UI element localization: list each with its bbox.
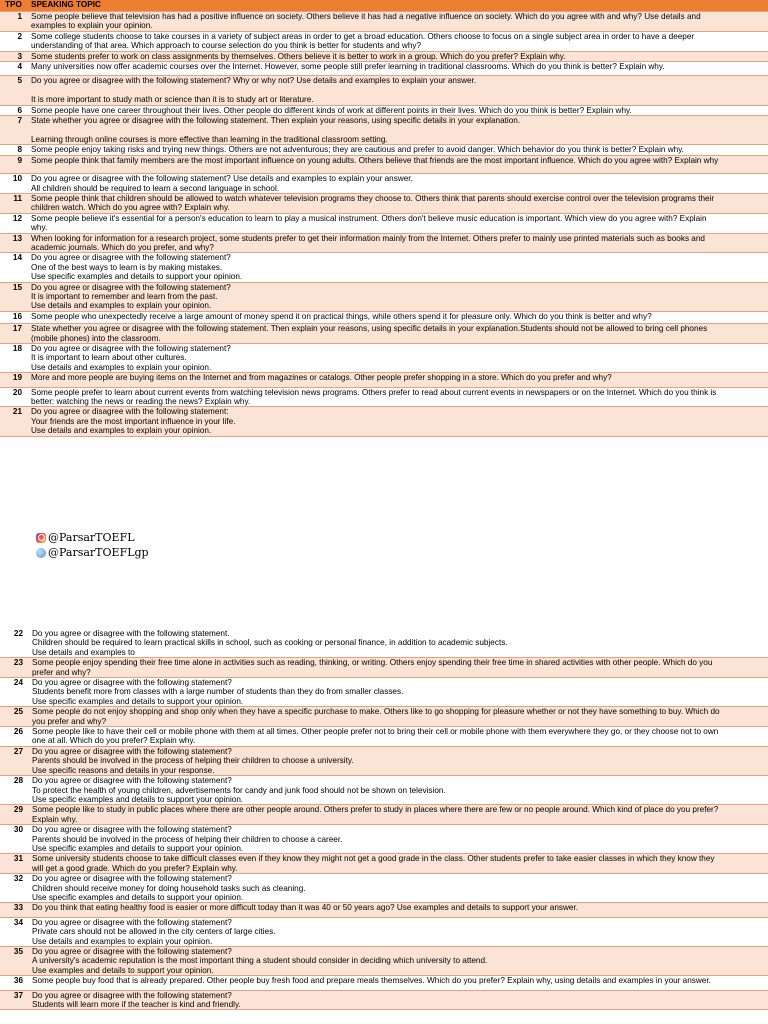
- topic-text: [29, 805, 768, 825]
- topic-text: [29, 746, 768, 775]
- topic-line: Some university students choose to take difficult classes even if they know they might not get a good grade in the class. Other students prefer to take easier classes in which they know they: [32, 854, 715, 864]
- topic-number: 23: [0, 658, 29, 678]
- topic-line: State whether you agree or disagree with the following statement. Then explain your reasons, using specific details in your explanation.Students should not be allowed to bring cell phones: [31, 324, 708, 334]
- topics-body-part2: [0, 629, 768, 1010]
- topic-line: one at all. Which do you prefer? Explain why.: [32, 736, 196, 746]
- topic-row: [0, 805, 768, 825]
- topic-line: Do you agree or disagree with the following statement:: [31, 407, 229, 417]
- topic-row: [0, 76, 768, 105]
- topic-number: 27: [0, 746, 29, 775]
- topic-row: [0, 903, 768, 917]
- topic-number: 21: [0, 407, 28, 436]
- topic-text: [29, 854, 768, 874]
- topic-number: 10: [0, 174, 28, 194]
- topic-text: [28, 282, 768, 311]
- topic-line: Use details and examples to explain your opinion.: [31, 301, 212, 311]
- topic-number: 4: [0, 62, 28, 76]
- topic-line: To protect the health of young children, advertisements for candy and junk food should not be shown on television.: [32, 785, 446, 795]
- topic-row: [0, 344, 768, 373]
- topic-row: [0, 727, 768, 747]
- topic-row: [0, 62, 768, 76]
- topic-text: [29, 776, 768, 805]
- topic-row: [0, 658, 768, 678]
- topic-line: Do you agree or disagree with the following statement?: [32, 917, 232, 927]
- topic-text: [29, 976, 768, 990]
- topics-table-part1: [0, 0, 768, 437]
- topic-line: One of the best ways to learn is by making mistakes.: [31, 262, 223, 272]
- topic-line: Do you agree or disagree with the following statement?: [32, 990, 232, 1000]
- topic-text: [28, 324, 768, 344]
- topic-row: [0, 990, 768, 1010]
- topic-row: [0, 746, 768, 775]
- topic-number: 30: [0, 825, 29, 854]
- topic-text: [29, 947, 768, 976]
- topic-line: academic journals. Which do you prefer, and why?: [31, 242, 214, 252]
- topic-line: Children should receive money for doing household tasks such as cleaning.: [32, 883, 306, 893]
- topic-text: [28, 213, 768, 233]
- topic-number: 36: [0, 976, 29, 990]
- topic-line: Do you agree or disagree with the following statement?: [31, 344, 231, 353]
- topic-line: Some people have one career throughout their lives. Other people do different kinds of work at different points in their lives. Which do you think is better? Explain why.: [31, 105, 632, 115]
- topic-number: 20: [0, 387, 28, 407]
- topic-line: All children should be required to learn a second language in school.: [31, 183, 280, 193]
- topic-line: Some people believe that television has had a positive influence on society. Others believe it has had a negative influence on society. Which do you agree with and why? Use details and: [31, 12, 701, 21]
- topic-line: Use details and examples to: [32, 647, 135, 657]
- topic-number: 28: [0, 776, 29, 805]
- topic-text: [28, 31, 768, 51]
- topics-table-part2: [0, 629, 768, 1010]
- topic-line: A university's academic reputation is the most important thing a student should consider in deciding which university to attend.: [32, 956, 488, 966]
- topic-text: [29, 678, 768, 707]
- topic-row: [0, 707, 768, 727]
- topic-number: 12: [0, 213, 28, 233]
- topic-line: Some people enjoy spending their free time alone in activities such as reading, thinking, or writing. Others enjoy spending their free time in shared activities with other people. Which do you: [32, 658, 713, 668]
- topic-line: Explain why.: [32, 814, 78, 824]
- topic-text: [29, 874, 768, 903]
- topic-row: [0, 253, 768, 282]
- topic-number: 15: [0, 282, 28, 311]
- topic-line: Use details and examples to explain your opinion.: [32, 936, 213, 946]
- topic-line: Some students prefer to work on class assignments by themselves. Others believe it is better to work in a group. Which do you prefer? Explain why.: [31, 51, 566, 61]
- topic-line: Some people like to study in public places where there are other people around. Others prefer to study in places where there are few or no people around. Which kind of place do you prefer?: [32, 805, 719, 815]
- topic-number: 26: [0, 727, 29, 747]
- topic-line: Do you agree or disagree with the following statement?: [32, 874, 232, 884]
- topic-line: examples to explain your opinion.: [31, 21, 153, 31]
- topic-row: [0, 387, 768, 407]
- topic-line: Do you agree or disagree with the following statement?: [32, 947, 232, 956]
- topic-row: [0, 193, 768, 213]
- topic-row: [0, 629, 768, 658]
- topic-row: [0, 947, 768, 976]
- topic-row: [0, 854, 768, 874]
- topic-line: More and more people are buying items on the Internet and from magazines or catalogs. Other people prefer shopping in a store. Which do you prefer and why?: [31, 373, 612, 383]
- topic-line: Do you agree or disagree with the following statement.: [32, 629, 230, 638]
- topic-text: [28, 145, 768, 155]
- topics-body-part1: [0, 12, 768, 437]
- topic-line: Students benefit more from classes with a large number of students than they do from smaller classes.: [32, 687, 404, 697]
- topic-row: [0, 678, 768, 707]
- topic-line: better: watching the news or reading the news? Explain why.: [31, 397, 251, 407]
- topic-row: [0, 155, 768, 173]
- topic-row: [0, 976, 768, 990]
- topic-line: Use specific examples and details to support your opinion.: [31, 272, 243, 282]
- topic-line: Parents should be involved in the process of helping their children to choose a career.: [32, 834, 343, 844]
- topic-line: why.: [31, 223, 48, 233]
- topic-line: understanding of that area. Which approach to course selection do you think is better for students and why?: [31, 41, 422, 51]
- topic-text: [29, 727, 768, 747]
- topic-row: [0, 145, 768, 155]
- topic-line: Do you agree or disagree with the following statement?: [32, 678, 232, 688]
- topic-line: Some people prefer to learn about current events from watching television news programs. Others prefer to read about current events in newspapers or on the Internet. Which do you think is: [31, 387, 717, 397]
- topic-text: [28, 116, 768, 145]
- topic-line: [31, 125, 765, 134]
- topic-line: Do you agree or disagree with the following statement?: [31, 253, 231, 263]
- topic-line: Do you agree or disagree with the following statement?: [32, 746, 232, 756]
- topic-row: [0, 174, 768, 194]
- topic-text: [28, 62, 768, 76]
- topic-line: It is important to learn about other cultures.: [31, 353, 187, 363]
- topic-text: [29, 629, 768, 658]
- topic-text: [28, 76, 768, 105]
- topic-text: [28, 253, 768, 282]
- topic-line: Some college students choose to take courses in a variety of subject areas in order to get a broad education. Others choose to focus on a single subject area in order to have a deeper: [31, 31, 695, 41]
- topic-row: [0, 51, 768, 61]
- topic-line: Use specific examples and details to support your opinion.: [32, 843, 244, 853]
- topic-row: [0, 116, 768, 145]
- instagram-handle[interactable]: [36, 530, 149, 545]
- topic-line: you prefer and why?: [32, 716, 107, 726]
- topic-number: 2: [0, 31, 28, 51]
- topic-row: [0, 31, 768, 51]
- topic-number: 22: [0, 629, 29, 658]
- topic-line: State whether you agree or disagree with the following statement. Then explain your reasons, using specific details in your explanation.: [31, 116, 521, 126]
- topic-line: Do you agree or disagree with the following statement? Use details and examples to explain your answer.: [31, 174, 413, 184]
- header-speaking-topic: SPEAKING TOPIC: [28, 0, 768, 12]
- topic-text: [29, 990, 768, 1010]
- topic-number: 6: [0, 105, 28, 115]
- topic-line: Use examples and details to support your opinion.: [32, 965, 214, 975]
- topic-text: [28, 387, 768, 407]
- topic-row: [0, 373, 768, 387]
- topic-line: Some people like to have their cell or mobile phone with them at all times. Other people prefer not to bring their cell or mobile phone with them everywhere they go, or they choose not to own: [32, 727, 719, 737]
- topic-number: 14: [0, 253, 28, 282]
- topic-text: [28, 373, 768, 387]
- topic-line: prefer and why?: [32, 667, 91, 677]
- topic-line: [31, 86, 765, 95]
- topic-text: [29, 917, 768, 946]
- topic-number: 16: [0, 311, 28, 323]
- topic-line: Private cars should not be allowed in the city centers of large cities.: [32, 927, 276, 937]
- topic-text: [28, 344, 768, 373]
- topic-line: Use specific examples and details to support your opinion.: [32, 892, 244, 902]
- topic-line: Do you agree or disagree with the following statement?: [31, 282, 231, 292]
- topic-number: 7: [0, 116, 28, 145]
- social-handles: [36, 530, 149, 560]
- topic-line: Use specific examples and details to support your opinion.: [32, 696, 244, 706]
- topic-row: [0, 917, 768, 946]
- topic-line: Learning through online courses is more effective than learning in the traditional classroom setting.: [31, 134, 388, 144]
- topic-line: Some people think that family members are the most important influence on young adults. Others believe that friends are the most important influence. Which do you agree with? Explain why: [31, 155, 719, 165]
- topic-number: 18: [0, 344, 28, 373]
- topic-line: Your friends are the most important influence in your life.: [31, 416, 236, 426]
- topic-number: 24: [0, 678, 29, 707]
- topic-text: [29, 903, 768, 917]
- topic-line: Parents should be involved in the process of helping their children to choose a university.: [32, 756, 354, 766]
- topic-line: Some people do not enjoy shopping and shop only when they have a specific purchase to make. Others like to go shopping for pleasure whether or not they have something to buy. Which do: [32, 707, 720, 717]
- topic-number: 32: [0, 874, 29, 903]
- topic-number: 35: [0, 947, 29, 976]
- topic-line: Use details and examples to explain your opinion.: [31, 362, 212, 372]
- topic-line: Students will learn more if the teacher is kind and friendly.: [32, 1000, 241, 1010]
- topic-line: (mobile phones) into the classroom.: [31, 333, 161, 343]
- topic-row: [0, 233, 768, 253]
- topic-text: [28, 193, 768, 213]
- topic-number: 25: [0, 707, 29, 727]
- topic-line: It is more important to study math or science than it is to study art or literature.: [31, 95, 314, 105]
- topic-number: 31: [0, 854, 29, 874]
- topic-text: [28, 233, 768, 253]
- topic-line: Use specific examples and details to support your opinion.: [32, 794, 244, 804]
- topic-line: Some people buy food that is already prepared. Other people buy fresh food and prepare meals themselves. Which do you prefer? Explain why, using details and examples in your answer.: [32, 976, 711, 986]
- topic-line: It is important to remember and learn from the past.: [31, 291, 218, 301]
- header-tpo: TPO: [0, 0, 28, 12]
- topic-line: Do you agree or disagree with the following statement? Why or why not? Use details and examples to explain your answer.: [31, 76, 477, 86]
- topic-text: [29, 707, 768, 727]
- topic-number: 19: [0, 373, 28, 387]
- topic-text: [28, 311, 768, 323]
- topic-number: 29: [0, 805, 29, 825]
- topic-line: Some people believe it's essential for a person's education to learn to play a musical instrument. Others don't believe music education is important. Which view do you agree with? Explain: [31, 213, 707, 223]
- topic-row: [0, 311, 768, 323]
- topic-number: 33: [0, 903, 29, 917]
- topic-number: 13: [0, 233, 28, 253]
- topic-number: 9: [0, 155, 28, 173]
- topic-text: [28, 12, 768, 32]
- topic-text: [28, 105, 768, 115]
- web-handle[interactable]: [36, 545, 149, 560]
- topic-line: Many universities now offer academic courses over the Internet. However, some people still prefer learning in traditional classrooms. Which do you think is better? Explain why.: [31, 62, 665, 72]
- topic-line: When looking for information for a research project, some students prefer to get their information mainly from the Internet. Others prefer to mainly use printed materials such as books and: [31, 233, 705, 243]
- topic-line: Do you agree or disagree with the following statement?: [32, 776, 232, 786]
- topic-number: 11: [0, 193, 28, 213]
- topic-line: Use specific reasons and details in your response.: [32, 765, 215, 775]
- instagram-icon: [36, 533, 46, 543]
- topic-line: Use details and examples to explain your opinion.: [31, 426, 212, 436]
- instagram-handle-text: @ParsarTOEFL: [48, 531, 135, 544]
- topic-number: 8: [0, 145, 28, 155]
- topic-text: [28, 407, 768, 436]
- topic-number: 37: [0, 990, 29, 1010]
- topic-row: [0, 12, 768, 32]
- topic-line: will get a good grade. Which do you prefer? Explain why.: [32, 863, 238, 873]
- topic-line: Some people think that children should be allowed to watch whatever television programs they choose to. Others think that parents should exercise control over the television programs their: [31, 193, 715, 203]
- globe-icon: [36, 548, 46, 558]
- topic-number: 34: [0, 917, 29, 946]
- topic-row: [0, 407, 768, 436]
- topic-number: 1: [0, 12, 28, 32]
- topic-row: [0, 282, 768, 311]
- topic-row: [0, 825, 768, 854]
- topic-number: 5: [0, 76, 28, 105]
- topic-line: Some people who unexpectedly receive a large amount of money spend it on practical things, while others spend it for pleasure only. Which do you think is better and why?: [31, 311, 652, 321]
- topic-row: [0, 874, 768, 903]
- topic-line: Children should be required to learn practical skills in school, such as cooking or personal finance, in addition to academic subjects.: [32, 638, 508, 648]
- topic-line: Do you agree or disagree with the following statement?: [32, 825, 232, 835]
- topic-text: [29, 825, 768, 854]
- topic-text: [28, 155, 768, 173]
- topic-number: 17: [0, 324, 28, 344]
- topic-text: [28, 174, 768, 194]
- topic-row: [0, 213, 768, 233]
- web-handle-text: @ParsarTOEFLgp: [48, 546, 149, 559]
- topic-row: [0, 324, 768, 344]
- topic-line: children watch. Which do you agree with? Explain why.: [31, 203, 230, 213]
- table-header-row: [0, 0, 768, 12]
- topic-text: [28, 51, 768, 61]
- topic-line: Some people enjoy taking risks and trying new things. Others are not adventurous; they are cautious and prefer to avoid danger. Which behavior do you think is better? Explain why.: [31, 145, 684, 155]
- topic-number: 3: [0, 51, 28, 61]
- topic-row: [0, 105, 768, 115]
- topic-line: Do you think that eating healthy food is easier or more difficult today than it was 40 or 50 years ago? Use examples and details to support your answer.: [32, 903, 578, 913]
- topic-row: [0, 776, 768, 805]
- topic-text: [29, 658, 768, 678]
